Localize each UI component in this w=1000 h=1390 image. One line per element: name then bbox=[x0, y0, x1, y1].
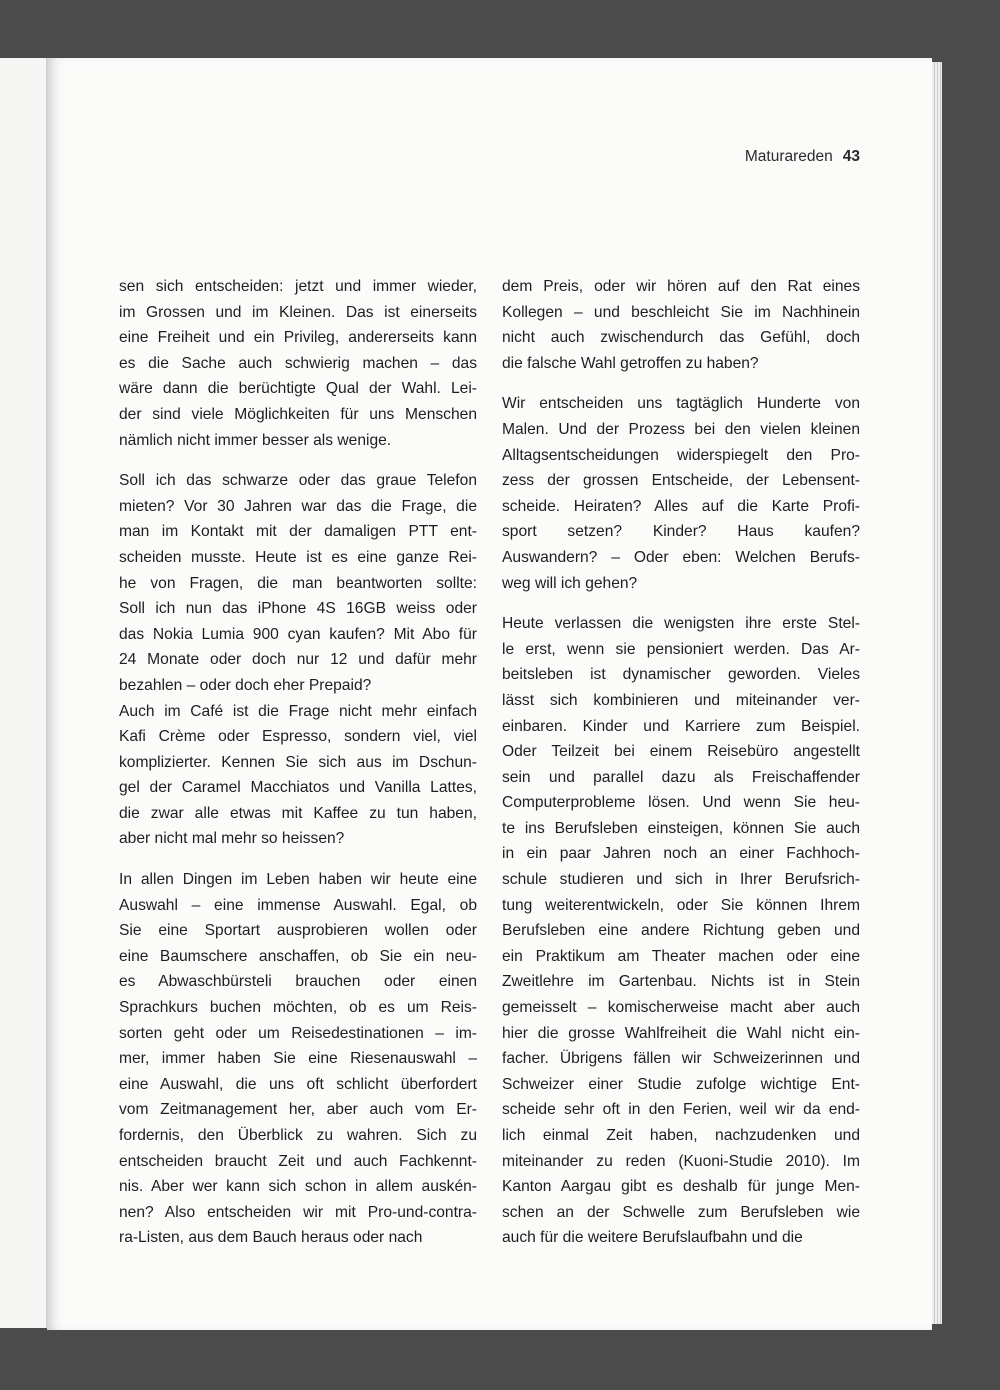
text-line: sorten geht oder um Reisedestinationen – im- bbox=[119, 1024, 477, 1042]
text-line: aber nicht mal mehr so heissen? bbox=[119, 830, 345, 848]
text-line: Malen. Und der Prozess bei den vielen kleinen bbox=[502, 420, 860, 438]
text-line: es die Sache auch schwierig machen – das bbox=[119, 354, 477, 372]
text-line: in ein paar Jahren noch an einer Fachhoch- bbox=[502, 845, 860, 863]
text-line: Oder Teilzeit bei einem Reisebüro angestellt bbox=[502, 743, 860, 761]
text-line: eine Auswahl, die uns oft schlicht überfordert bbox=[119, 1075, 477, 1093]
text-line: sport setzen? Kinder? Haus kaufen? bbox=[502, 523, 860, 541]
text-line: eine Freiheit und ein Privileg, andererseits kann bbox=[119, 329, 477, 347]
text-line: einbaren. Kinder und Karriere zum Beispiel. bbox=[502, 717, 860, 735]
right-text-column bbox=[502, 274, 860, 1266]
text-line: zess der grossen Entscheide, der Lebensent- bbox=[502, 472, 860, 490]
text-line: lässt sich kombinieren und miteinander ver- bbox=[502, 691, 860, 709]
text-line: lich einmal Zeit haben, nachzudenken und bbox=[502, 1127, 860, 1144]
text-line: Schweizer einer Studie zufolge wichtige Ent- bbox=[502, 1075, 860, 1093]
text-line: Soll ich das schwarze oder das graue Telefon bbox=[119, 472, 477, 490]
text-line: Zweitlehre im Gartenbau. Nichts ist in Stein bbox=[502, 973, 860, 991]
text-line: der sind viele Möglichkeiten für uns Menschen bbox=[119, 405, 477, 423]
text-line: Wir entscheiden uns tagtäglich Hunderte von bbox=[502, 395, 860, 413]
facing-page-edge bbox=[0, 58, 47, 1328]
text-line: bezahlen – oder doch eher Prepaid? bbox=[119, 676, 372, 694]
text-line: Auch im Café ist die Frage nicht mehr einfach bbox=[119, 702, 477, 720]
text-line: In allen Dingen im Leben haben wir heute eine bbox=[119, 871, 477, 889]
text-line: Auswandern? – Oder eben: Welchen Berufs- bbox=[502, 548, 860, 566]
text-line: ein Praktikum am Theater machen oder eine bbox=[502, 947, 860, 965]
text-line: Alltagsentscheidungen widerspiegelt den Pro- bbox=[502, 446, 860, 464]
text-line: die falsche Wahl getroffen zu haben? bbox=[502, 354, 759, 372]
text-line: komplizierter. Kennen Sie sich aus im Dschun- bbox=[119, 753, 477, 771]
text-line: Kollegen – und beschleicht Sie im Nachhinein bbox=[502, 303, 860, 321]
text-line: beitsleben ist dynamischer geworden. Vieles bbox=[502, 666, 860, 684]
text-line: gel der Caramel Macchiatos und Vanilla Lattes, bbox=[119, 779, 477, 797]
text-line: mer, immer haben Sie eine Riesenauswahl – bbox=[119, 1050, 477, 1068]
text-line: Sie eine Sportart ausprobieren wollen oder bbox=[119, 922, 477, 940]
paragraph bbox=[119, 274, 477, 453]
running-header bbox=[745, 148, 860, 166]
text-line: te ins Berufsleben einsteigen, können Sie auch bbox=[502, 819, 860, 837]
paragraph bbox=[119, 468, 477, 698]
running-header-title: Maturareden bbox=[744, 148, 833, 165]
text-line: 24 Monate oder doch nur 12 und dafür mehr bbox=[119, 651, 477, 669]
text-line: das Nokia Lumia 900 cyan kaufen? Mit Abo für bbox=[119, 625, 477, 643]
text-line: im Grossen und im Kleinen. Das ist einerseits bbox=[119, 303, 477, 321]
text-line: scheide sehr oft in den Ferien, weil wir da end- bbox=[502, 1101, 860, 1119]
left-text-column bbox=[119, 274, 477, 1266]
paragraph bbox=[119, 699, 477, 853]
text-line: wäre dann die berüchtigte Qual der Wahl. Lei- bbox=[119, 380, 477, 398]
text-line: nen? Also entscheiden wir mit Pro-und-contra- bbox=[119, 1203, 477, 1221]
text-line: die zwar alle etwas mit Kaffee zu tun haben, bbox=[119, 804, 477, 822]
text-line: eine Baumschere anschaffen, ob Sie ein neu- bbox=[119, 947, 477, 965]
paragraph bbox=[502, 274, 860, 376]
text-line: auch für die weitere Berufslaufbahn und die bbox=[502, 1229, 803, 1247]
text-line: Auswahl – eine immense Auswahl. Egal, ob bbox=[119, 896, 477, 914]
paragraph bbox=[502, 391, 860, 596]
text-line: miteinander zu reden (Kuoni-Studie 2010). Im bbox=[502, 1152, 860, 1170]
text-line: sein und parallel dazu als Freischaffender bbox=[502, 768, 860, 786]
text-line: Kafi Crème oder Espresso, sondern viel, viel bbox=[119, 728, 477, 746]
text-line: scheide. Heiraten? Alles auf die Karte Profi- bbox=[502, 497, 860, 515]
text-line: Soll ich nun das iPhone 4S 16GB weiss oder bbox=[119, 600, 477, 618]
text-line: ra-Listen, aus dem Bauch heraus oder nach bbox=[119, 1229, 423, 1247]
text-line: man im Kontakt mit der damaligen PTT ent- bbox=[119, 523, 477, 541]
text-line: gemeisselt – komischerweise macht aber auch bbox=[502, 999, 860, 1017]
text-line: schen an der Schwelle zum Berufsleben wie bbox=[502, 1203, 860, 1221]
text-line: schule studieren und sich in Ihrer Berufsrich- bbox=[502, 871, 860, 889]
paragraph bbox=[502, 611, 860, 1251]
text-line: he von Fragen, die man beantworten sollte: bbox=[119, 574, 477, 592]
page-number: 43 bbox=[842, 148, 860, 165]
text-line: mieten? Vor 30 Jahren war das die Frage, die bbox=[119, 497, 477, 515]
text-line: nis. Aber wer kann sich schon in allem auskén- bbox=[119, 1178, 477, 1196]
text-line: facher. Übrigens fällen wir Schweizerinnen und bbox=[502, 1050, 860, 1068]
text-line: le erst, wenn sie pensioniert werden. Das Ar- bbox=[502, 640, 860, 658]
text-line: es Abwaschbürsteli brauchen oder einen bbox=[119, 973, 477, 991]
text-line: Kanton Aargau gibt es deshalb für junge Men- bbox=[502, 1178, 860, 1196]
paragraph bbox=[119, 867, 477, 1251]
text-line: Sprachkurs buchen möchten, ob es um Reis- bbox=[119, 999, 477, 1017]
text-line: Berufsleben eine andere Richtung geben und bbox=[502, 922, 860, 940]
text-line: nämlich nicht immer besser als wenige. bbox=[119, 431, 392, 449]
book-page bbox=[47, 58, 932, 1330]
text-line: scheiden musste. Heute ist es eine ganze Rei- bbox=[119, 548, 477, 566]
text-line: Computerprobleme lösen. Und wenn Sie heu- bbox=[502, 794, 860, 812]
text-line: weg will ich gehen? bbox=[502, 574, 638, 592]
text-line: Heute verlassen die wenigsten ihre erste Stel- bbox=[502, 615, 860, 633]
text-line: hier die grosse Wahlfreiheit die Wahl nicht ein- bbox=[502, 1024, 860, 1042]
text-line: vom Zeitmanagement her, aber auch vom Er- bbox=[119, 1101, 477, 1119]
text-line: entscheiden braucht Zeit und auch Fachkennt- bbox=[119, 1152, 477, 1170]
text-line: sen sich entscheiden: jetzt und immer wieder, bbox=[119, 278, 477, 295]
text-line: fordernis, den Überblick zu wahren. Sich zu bbox=[119, 1127, 477, 1144]
text-line: nicht auch zwischendurch das Gefühl, doch bbox=[502, 329, 860, 347]
text-line: dem Preis, oder wir hören auf den Rat eines bbox=[502, 278, 860, 295]
text-line: tung weiterentwickeln, oder Sie können Ihrem bbox=[502, 896, 860, 914]
